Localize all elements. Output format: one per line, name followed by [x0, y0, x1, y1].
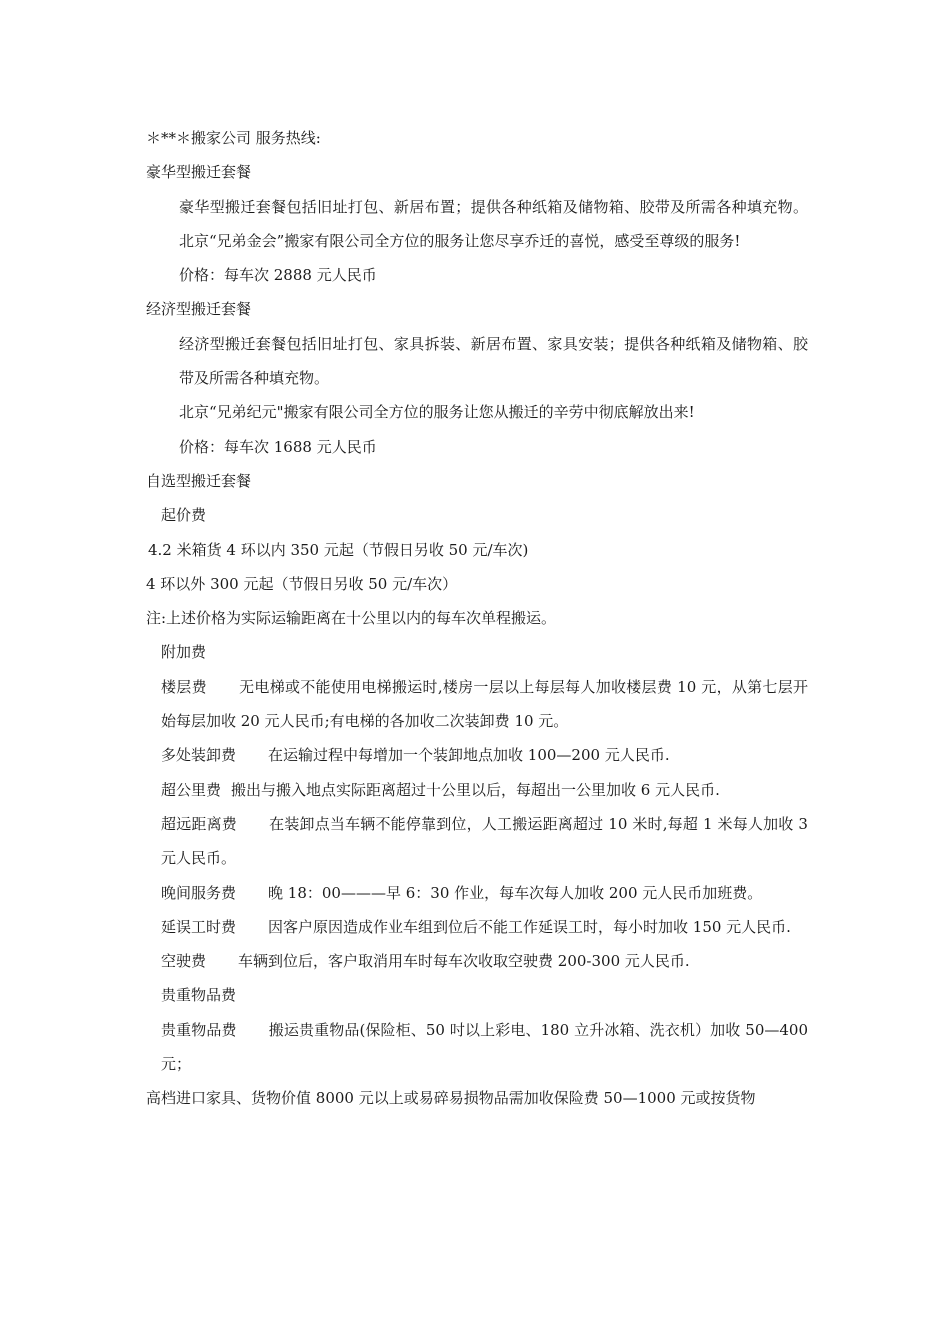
- price-note: 注:上述价格为实际运输距离在十公里以内的每车次单程搬运。: [146, 609, 557, 628]
- night-service-fee-item: [146, 876, 808, 910]
- custom-package-title: 自选型搬迁套餐: [146, 471, 252, 490]
- empty-run-fee-item: [146, 944, 808, 978]
- long-carry-fee-label: 超远距离费: [161, 814, 237, 833]
- base-fee-label: 起价费: [161, 506, 207, 525]
- economy-package-title: 经济型搬迁套餐: [146, 300, 252, 319]
- over-distance-fee-text: 搬出与搬入地点实际距离超过十公里以后，每超出一公里加收 6 元人民币.: [231, 780, 720, 799]
- valuables-heading: 贵重物品费: [161, 986, 237, 1005]
- long-carry-fee-item: [146, 807, 808, 876]
- extra-fee-label: 附加费: [161, 643, 207, 662]
- base-fee-outside-ring: 4 环以外 300 元起（节假日另收 50 元/车次）: [146, 574, 458, 593]
- economy-package-service: 北京“兄弟纪元"搬家有限公司全方位的服务让您从搬迁的辛劳中彻底解放出来!: [179, 403, 695, 422]
- insurance-fee-text: 高档进口家具、货物价值 8000 元以上或易碎易损物品需加收保险费 50—1000 元或按货物: [146, 1089, 756, 1108]
- floor-fee-label: 楼层费: [161, 677, 207, 696]
- floor-fee-item: [146, 670, 808, 739]
- delay-fee-text: 因客户原因造成作业车组到位后不能工作延误工时，每小时加收 150 元人民币.: [268, 917, 791, 936]
- valuables-fee-label: 贵重物品费: [161, 1020, 237, 1039]
- delay-fee-item: [146, 910, 808, 944]
- floor-fee-text: 无电梯或不能使用电梯搬运时,楼房一层以上每层每人加收楼层费 10 元，从第七层开始每层加收 20 元人民币;有电梯的各加收二次装卸费 10 元。: [161, 677, 808, 731]
- delay-fee-label: 延误工时费: [161, 917, 237, 936]
- night-service-fee-text: 晚 18：00———早 6：30 作业，每车次每人加收 200 元人民币加班费。: [268, 883, 763, 902]
- economy-package-description: 经济型搬迁套餐包括旧址打包、家具拆装、新居布置、家具安装；提供各种纸箱及储物箱、胶带及所需各种填充物。: [179, 334, 808, 388]
- night-service-fee-label: 晚间服务费: [161, 883, 237, 902]
- empty-run-fee-text: 车辆到位后，客户取消用车时每车次收取空驶费 200-300 元人民币.: [238, 952, 690, 971]
- company-header: ＊**＊搬家公司 服务热线:: [146, 129, 321, 147]
- document-body: [146, 121, 808, 1116]
- luxury-package-description: 豪华型搬迁套餐包括旧址打包、新居布置；提供各种纸箱及储物箱、胶带及所需各种填充物。北京“兄弟金会”搬家有限公司全方位的服务让您尽享乔迁的喜悦，感受至尊级的服务!: [179, 197, 808, 250]
- multi-point-fee-item: [146, 738, 808, 772]
- over-distance-fee-label: 超公里费: [161, 780, 222, 799]
- valuables-fee-item: [146, 1013, 808, 1082]
- economy-package-price: 价格：每车次 1688 元人民币: [179, 437, 377, 456]
- luxury-package-price: 价格：每车次 2888 元人民币: [179, 266, 377, 285]
- empty-run-fee-label: 空驶费: [161, 952, 207, 971]
- over-distance-fee-item: [146, 773, 808, 807]
- long-carry-fee-text: 在装卸点当车辆不能停靠到位，人工搬运距离超过 10 米时,每超 1 米每人加收 3 元人民币。: [161, 814, 808, 868]
- luxury-package-title: 豪华型搬迁套餐: [146, 163, 252, 182]
- multi-point-fee-label: 多处装卸费: [161, 746, 237, 765]
- multi-point-fee-text: 在运输过程中每增加一个装卸地点加收 100—200 元人民币.: [268, 746, 670, 765]
- valuables-fee-text: 搬运贵重物品(保险柜、50 吋以上彩电、180 立升冰箱、洗衣机）加收 50—400 元；: [161, 1020, 809, 1074]
- base-fee-within-ring: 4.2 米箱货 4 环以内 350 元起（节假日另收 50 元/车次): [148, 540, 529, 559]
